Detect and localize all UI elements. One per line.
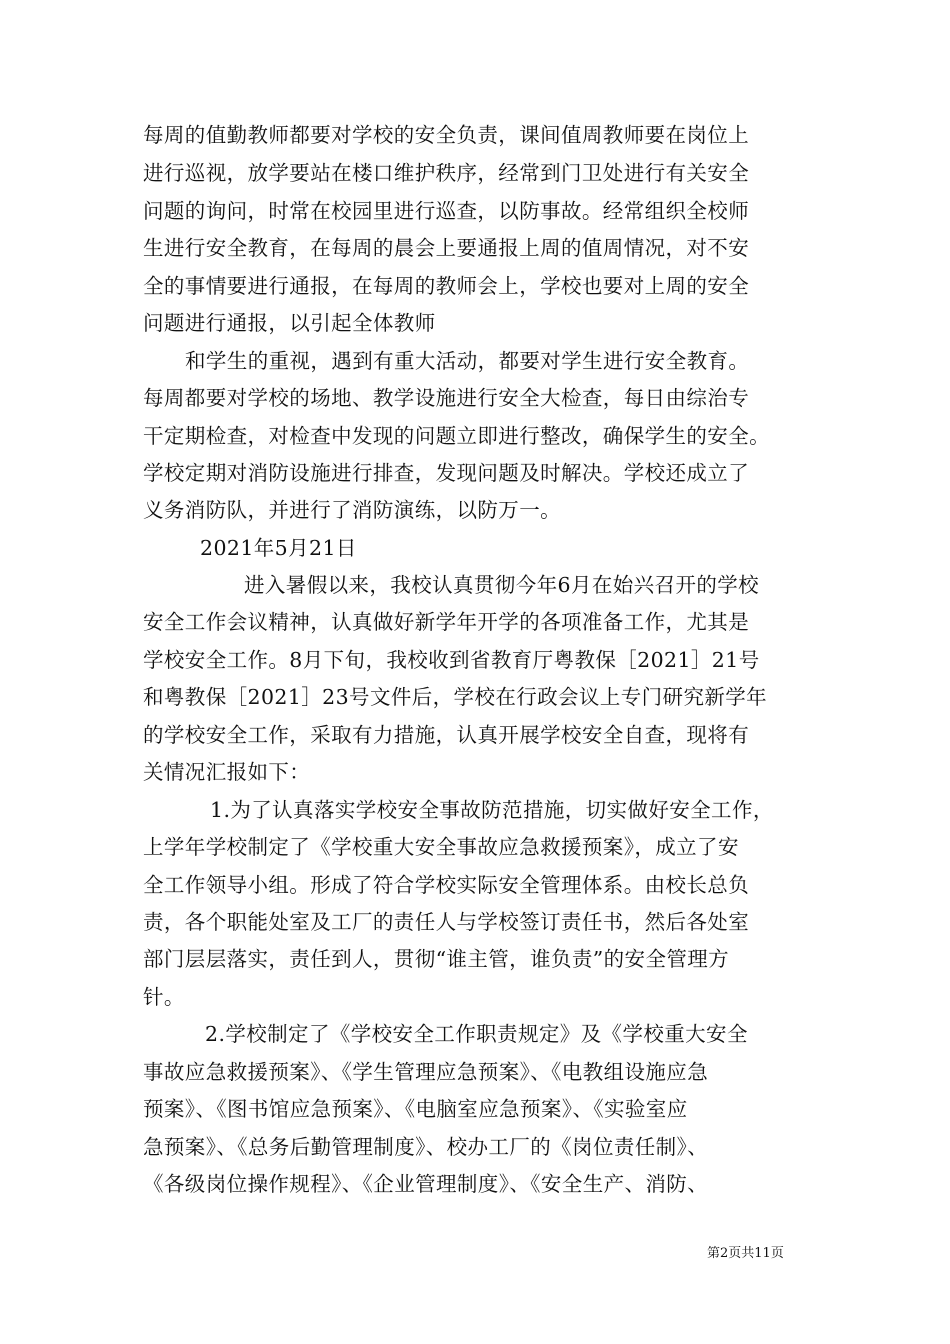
paragraph-line: 和粤教保［2021］23号文件后，学校在行政会议上专门研究新学年 <box>143 685 768 709</box>
paragraph-line: 义务消防队，并进行了消防演练，以防万一。 <box>143 498 561 522</box>
paragraph-line: 进入暑假以来，我校认真贯彻今年6月在始兴召开的学校 <box>244 573 760 597</box>
paragraph-line: 学校定期对消防设施进行排查，发现问题及时解决。学校还成立了 <box>143 461 750 485</box>
paragraph-line: 问题进行通报，以引起全体教师 <box>143 311 436 335</box>
page-number: 第2页共11页 <box>707 1246 784 1261</box>
date-line: 2021年5月21日 <box>200 536 357 560</box>
paragraph-line: 2.学校制定了《学校安全工作职责规定》及《学校重大安全 <box>205 1022 748 1046</box>
paragraph-line: 部门层层落实，责任到人，贯彻“谁主管，谁负责”的安全管理方 <box>143 947 730 971</box>
paragraph-line: 全的事情要进行通报，在每周的教师会上，学校也要对上周的安全 <box>143 274 750 298</box>
paragraph-line: 急预案》、《总务后勤管理制度》、校办工厂的《岗位责任制》、 <box>143 1135 709 1159</box>
paragraph-line: 每周的值勤教师都要对学校的安全负责，课间值周教师要在岗位上 <box>143 123 750 147</box>
paragraph-line: 全工作领导小组。形成了符合学校实际安全管理体系。由校长总负 <box>143 873 750 897</box>
paragraph-line: 1.为了认真落实学校安全事故防范措施，切实做好安全工作， <box>210 798 774 822</box>
paragraph-line: 针。 <box>143 985 185 1009</box>
paragraph-line: 干定期检查，对检查中发现的问题立即进行整改，确保学生的安全。 <box>143 424 770 448</box>
paragraph-line: 进行巡视，放学要站在楼口维护秩序，经常到门卫处进行有关安全 <box>143 161 750 185</box>
paragraph-line: 生进行安全教育，在每周的晨会上要通报上周的值周情况，对不安 <box>143 236 750 260</box>
paragraph-line: 每周都要对学校的场地、教学设施进行安全大检查，每日由综治专 <box>143 386 750 410</box>
paragraph-line: 安全工作会议精神，认真做好新学年开学的各项准备工作，尤其是 <box>143 610 750 634</box>
paragraph-line: 关情况汇报如下： <box>143 760 311 784</box>
paragraph-line: 的学校安全工作，采取有力措施，认真开展学校安全自查，现将有 <box>143 723 750 747</box>
paragraph-line: 预案》、《图书馆应急预案》、《电脑室应急预案》、《实验室应 <box>143 1097 688 1121</box>
paragraph-line: 和学生的重视，遇到有重大活动，都要对学生进行安全教育。 <box>185 349 750 373</box>
paragraph-line: 责，各个职能处室及工厂的责任人与学校签订责任书，然后各处室 <box>143 910 750 934</box>
paragraph-line: 《各级岗位操作规程》、《企业管理制度》、《安全生产、消防、 <box>143 1172 709 1196</box>
paragraph-line: 上学年学校制定了《学校重大安全事故应急救援预案》，成立了安 <box>143 835 739 859</box>
paragraph-line: 问题的询问，时常在校园里进行巡查，以防事故。经常组织全校师 <box>143 199 750 223</box>
paragraph-line: 事故应急救援预案》、《学生管理应急预案》、《电教组设施应急 <box>143 1060 709 1084</box>
paragraph-line: 学校安全工作。8月下旬，我校收到省教育厅粤教保［2021］21号 <box>143 648 760 672</box>
